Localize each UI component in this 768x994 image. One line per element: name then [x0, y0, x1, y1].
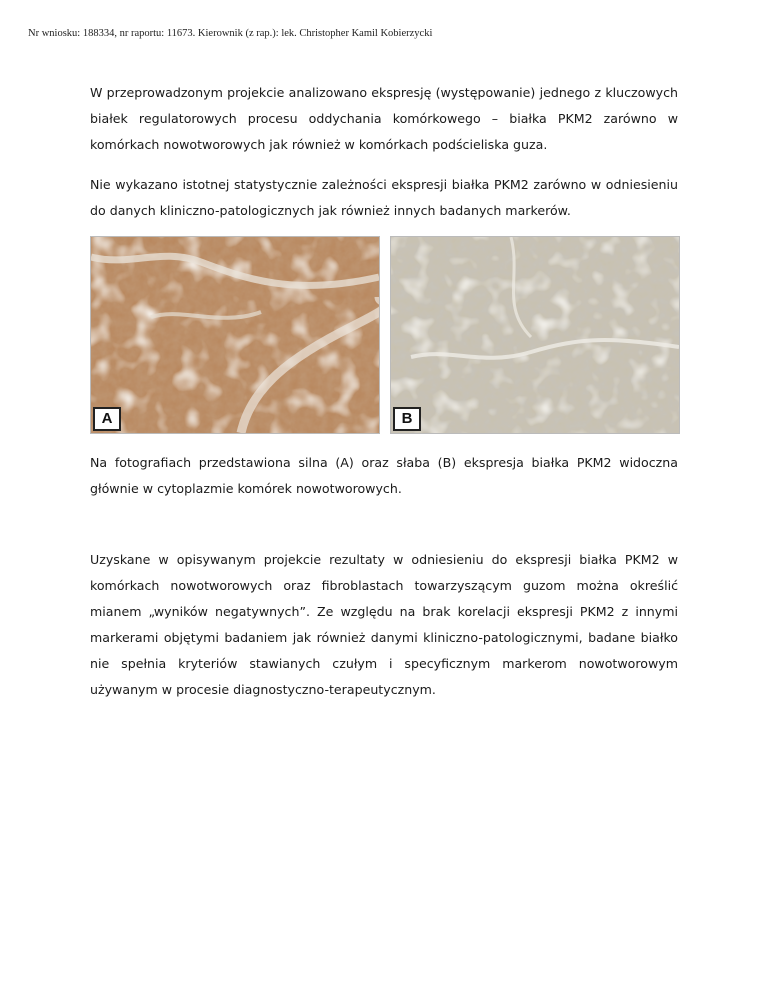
paragraph-conclusion: Uzyskane w opisywanym projekcie rezultaty w odniesieniu do ekspresji białka PKM2 w komórkach nowotworowych oraz fibroblastach towarzyszącym guzom można określić mianem „wyników negatywnych”. Ze względu na brak korelacji ekspresji PKM2 z innymi markerami objętymi badaniem jak również danymi kliniczno-patologicznymi, badane białko nie spełnia kryteriów stawianych czułym i specyficznym markerom nowotworowym używanym w procesie diagnostyczno-terapeutycznym.	[90, 552, 678, 697]
micrograph-a-image	[91, 237, 379, 433]
figure-label-a: A	[93, 407, 121, 431]
paragraph-results: Nie wykazano istotnej statystycznie zależności ekspresji białka PKM2 zarówno w odniesieniu do danych kliniczno-patologicznych jak również innych badanych markerów.	[90, 177, 678, 218]
micrograph-strong-expression	[90, 236, 380, 434]
micrograph-b-image	[391, 237, 679, 433]
micrograph-weak-expression	[390, 236, 680, 434]
figure-caption: Na fotografiach przedstawiona silna (A) oraz słaba (B) ekspresja białka PKM2 widoczna głównie w cytoplazmie komórek nowotworowych.	[90, 455, 678, 496]
page-header: Nr wniosku: 188334, nr raportu: 11673. Kierownik (z rap.): lek. Christopher Kamil Kobierzycki	[28, 28, 433, 39]
figure-label-b: B	[393, 407, 421, 431]
paragraph-intro: W przeprowadzonym projekcie analizowano ekspresję (występowanie) jednego z kluczowych białek regulatorowych procesu oddychania komórkowego – białka PKM2 zarówno w komórkach nowotworowych jak również w komórkach podścieliska guza.	[90, 85, 678, 152]
